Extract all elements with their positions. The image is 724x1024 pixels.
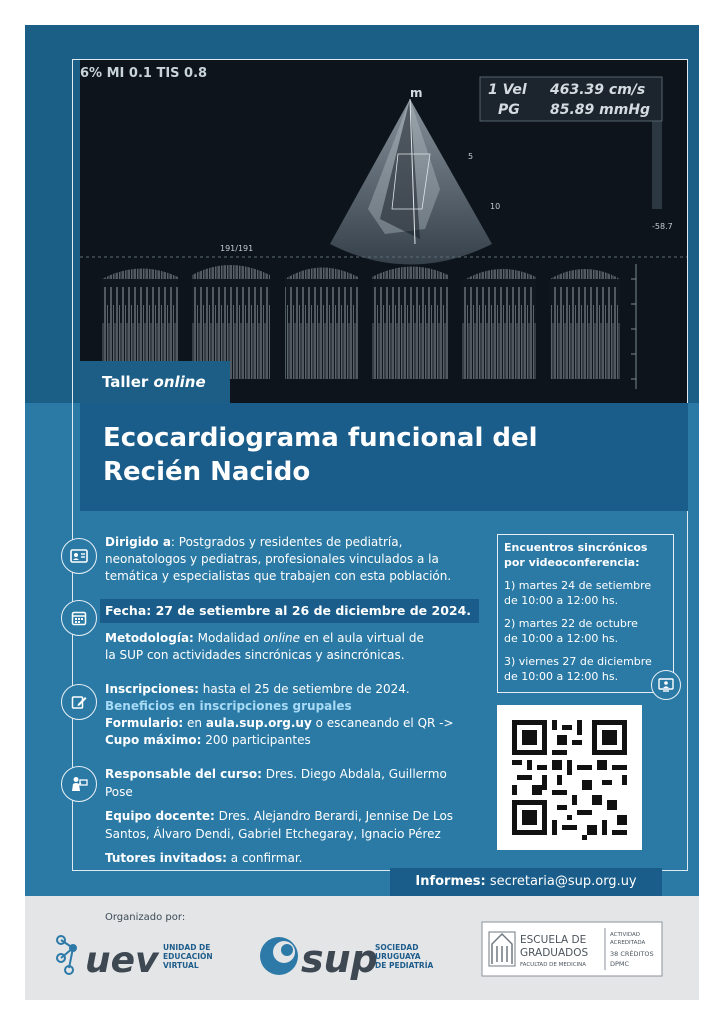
echo-depth-10: 10 xyxy=(490,202,501,211)
lead-label: Responsable del curso: xyxy=(105,767,262,781)
audience-text-3: temática y especialistas que trabajen con esta población. xyxy=(105,569,452,583)
echo-vel-label: 1 Vel xyxy=(488,82,527,98)
schedule-item xyxy=(504,654,667,684)
workshop-tag-prefix: Taller xyxy=(102,373,149,391)
schedule-item-time: de 10:00 a 12:00 hs. xyxy=(504,594,619,607)
team-block xyxy=(105,765,465,867)
audience-text-2: neonatologos y pediatras, profesionales vinculados a la xyxy=(105,552,439,566)
teacher-icon xyxy=(61,766,97,802)
echo-frame-counter: 191/191 xyxy=(220,244,254,253)
svg-text:ACTIVIDAD: ACTIVIDAD xyxy=(610,932,641,938)
edit-form-icon xyxy=(61,684,97,720)
echo-depth-5: 5 xyxy=(468,152,474,161)
svg-text:DE PEDIATRÍA: DE PEDIATRÍA xyxy=(375,961,434,970)
footer xyxy=(25,896,699,1000)
svg-text:ESCUELA DE: ESCUELA DE xyxy=(520,934,587,946)
echo-vel-value: 463.39 cm/s xyxy=(550,82,646,98)
svg-text:DPMC: DPMC xyxy=(610,960,630,968)
schedule-heading-1: Encuentros sincrónicos xyxy=(504,541,648,554)
echo-left-readout: 6% MI 0.1 TIS 0.8 xyxy=(80,66,208,81)
svg-text:FACULTAD DE MEDICINA: FACULTAD DE MEDICINA xyxy=(520,962,587,968)
methodology-text-1a: Modalidad xyxy=(193,631,264,645)
schedule-item xyxy=(504,578,667,608)
aula-link[interactable]: aula.sup.org.uy xyxy=(205,716,312,730)
uev-wordmark: uev xyxy=(85,940,159,981)
schedule-item xyxy=(504,616,667,646)
workshop-tag xyxy=(80,361,230,403)
group-benefits-text: Beneficios en inscripciones grupales xyxy=(105,699,352,713)
form-label: Formulario: xyxy=(105,716,184,730)
capacity-text: 200 participantes xyxy=(201,733,311,747)
schedule-item-date: 1) martes 24 de setiembre xyxy=(504,579,652,592)
lead-text: Dres. Diego Abdala, Guillermo Pose xyxy=(105,767,447,799)
methodology-text-1c: en el aula virtual de xyxy=(300,631,424,645)
registration-qr-code[interactable] xyxy=(497,705,642,850)
organized-by-label: Organizado por: xyxy=(105,912,186,923)
svg-text:UNIDAD DE: UNIDAD DE xyxy=(163,943,211,952)
svg-text:SOCIEDAD: SOCIEDAD xyxy=(375,943,419,952)
poster xyxy=(25,25,699,896)
sup-logo xyxy=(260,937,434,981)
form-text-2: o escaneando el QR -> xyxy=(311,716,454,730)
svg-text:GRADUADOS: GRADUADOS xyxy=(520,947,589,959)
date-banner: Fecha: 27 de setiembre al 26 de diciembre de 2024. xyxy=(100,599,479,623)
svg-text:ACREDITADA: ACREDITADA xyxy=(610,940,646,946)
echo-probe-mark: m xyxy=(410,86,423,100)
sup-wordmark: sup xyxy=(301,937,378,981)
course-title: Ecocardiograma funcional del Recién Nacido xyxy=(103,423,538,487)
teaching-team-text-1: Dres. Alejandro Berardi, Jennise De Los xyxy=(214,809,454,823)
audience-icon xyxy=(61,538,97,574)
registration-label: Inscripciones: xyxy=(105,682,199,696)
contact-email[interactable]: secretaria@sup.org.uy xyxy=(485,874,637,889)
contact-banner xyxy=(390,868,662,896)
methodology-label: Metodología: xyxy=(105,631,194,645)
schedule-item-date: 3) viernes 27 de diciembre xyxy=(504,655,652,668)
echo-side-value: -58.7 xyxy=(652,222,673,231)
audience-block xyxy=(105,534,475,585)
audience-label: Dirigido a xyxy=(105,535,171,549)
schedule-item-time: de 10:00 a 12:00 hs. xyxy=(504,632,619,645)
methodology-text-2: la SUP con actividades sincrónicas y asincrónicas. xyxy=(105,648,405,662)
footer-logos xyxy=(25,896,699,1000)
schedule-box xyxy=(497,534,674,693)
guest-tutors-text: a confirmar. xyxy=(226,851,303,865)
capacity-label: Cupo máximo: xyxy=(105,733,202,747)
svg-text:VIRTUAL: VIRTUAL xyxy=(163,961,199,970)
uev-logo xyxy=(57,936,213,981)
form-text-1: en xyxy=(183,716,206,730)
calendar-icon xyxy=(61,600,97,636)
guest-tutors-label: Tutores invitados: xyxy=(105,851,227,865)
schedule-heading xyxy=(504,540,667,570)
methodology-text-1b: online xyxy=(263,631,301,645)
registration-block xyxy=(105,681,465,749)
teaching-team-text-2: Santos, Álvaro Dendi, Gabriel Etchegaray, Ignacio Pérez xyxy=(105,827,441,841)
schedule-item-date: 2) martes 22 de octubre xyxy=(504,617,638,630)
registration-text: hasta el 25 de setiembre de 2024. xyxy=(198,682,410,696)
contact-label: Informes: xyxy=(415,874,486,889)
svg-text:EDUCACIÓN: EDUCACIÓN xyxy=(163,952,213,961)
workshop-tag-suffix: online xyxy=(153,373,206,391)
echo-pg-label: PG xyxy=(498,102,520,118)
schedule-heading-2: por videoconferencia: xyxy=(504,556,640,569)
svg-text:URUGUAYA: URUGUAYA xyxy=(375,952,421,961)
videoconference-icon xyxy=(651,670,681,700)
methodology-block xyxy=(105,630,445,664)
echo-pg-value: 85.89 mmHg xyxy=(550,102,651,118)
audience-text-1: : Postgrados y residentes de pediatría, xyxy=(170,535,403,549)
svg-text:38 CRÉDITOS: 38 CRÉDITOS xyxy=(610,950,654,958)
teaching-team-label: Equipo docente: xyxy=(105,809,215,823)
schedule-item-time: de 10:00 a 12:00 hs. xyxy=(504,670,619,683)
escuela-graduados-logo xyxy=(482,922,662,976)
